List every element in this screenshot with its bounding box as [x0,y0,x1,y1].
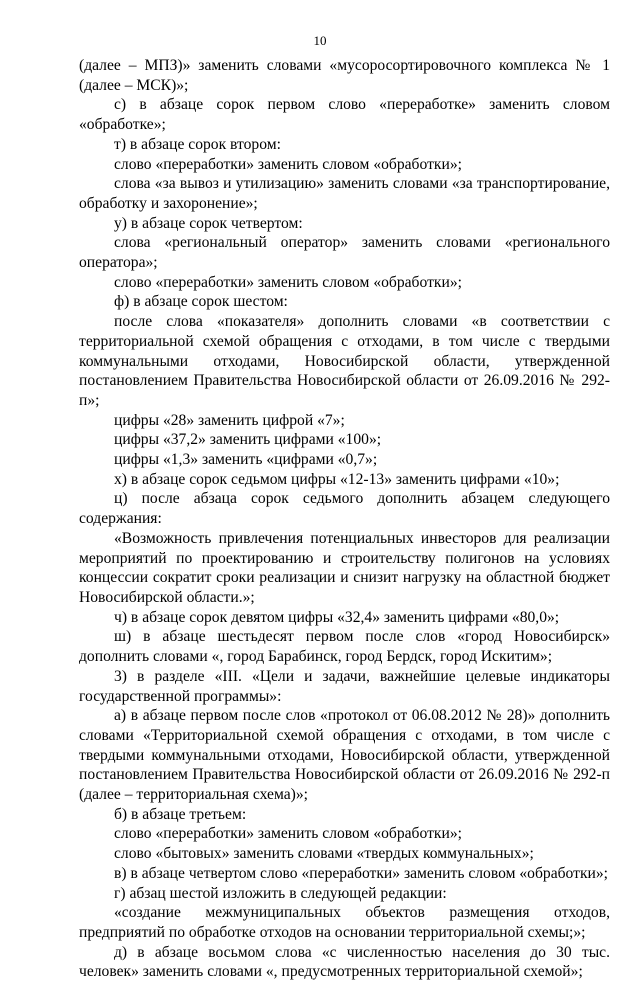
paragraph: ц) после абзаца сорок седьмого дополнить абзацем следующего содержания: [79,490,610,528]
paragraph: г) абзац шестой изложить в следующей редакции: [114,884,447,902]
paragraph: ч) в абзаце сорок девятом цифры «32,4» заменить цифрами «80,0»; [114,608,560,626]
paragraph: «Возможность привлечения потенциальных инвесторов для реализации мероприятий по проектированию и строительству полигонов на условиях концессии сократит сроки реализации и снизит нагрузку на областной бюджет Новосибирской области.»; [79,529,610,606]
paragraph: после слова «показателя» дополнить словами «в соответствии с территориальной схемой обращения с отходами, в том числе с твердыми коммунальными отходами, Новосибирской области, утвержденной постановлением Правительства Новосибирской области от 26.09.2016 № 292-п»; [79,313,610,409]
paragraph: цифры «28» заменить цифрой «7»; [114,411,345,429]
paragraph: слово «переработки» заменить словом «обработки»; [114,273,462,291]
paragraph: 3) в разделе «III. «Цели и задачи, важнейшие целевые индикаторы государственной программы»: [79,667,610,705]
paragraph: д) в абзаце восьмом слова «с численностью населения до 30 тыс. человек» заменить словами «, предусмотренных территориальной схемой»; [79,943,610,981]
paragraph: т) в абзаце сорок втором: [114,135,281,153]
paragraph: слова «региональный оператор» заменить словами «регионального оператора»; [79,234,610,272]
paragraph: ф) в абзаце сорок шестом: [114,293,288,311]
paragraph: х) в абзаце сорок седьмом цифры «12-13» заменить цифрами «10»; [114,470,560,488]
paragraph: с) в абзаце сорок первом слово «переработке» заменить словом «обработке»; [79,96,610,134]
paragraph: в) в абзаце четвертом слово «переработки» заменить словом «обработки»; [114,864,609,882]
paragraph: «создание межмуниципальных объектов размещения отходов, предприятий по обработке отходов на основании территориальной схемы;»; [79,904,610,941]
paragraph: а) в абзаце первом после слов «протокол от 06.08.2012 № 28)» дополнить словами «Территориальной схемой обращения с отходами, в том числе с твердыми коммунальными отходами, Новосибирской области, утвержденной постановлением Правительства Новосибирской области от 26.09.2016 № 292-п (далее – территориальная схема)»; [79,707,610,804]
paragraph: (далее – МПЗ)» заменить словами «мусоросортировочного комплекса № 1 (далее – МСК)»; [79,57,610,94]
document-body [79,56,610,982]
paragraph: у) в абзаце сорок четвертом: [114,214,303,232]
paragraph: цифры «37,2» заменить цифрами «100»; [114,431,382,449]
paragraph: цифры «1,3» заменить «цифрами «0,7»; [114,451,378,469]
paragraph: слова «за вывоз и утилизацию» заменить словами «за транспортирование, обработку и захоронение»; [79,175,610,212]
paragraph: слово «переработки» заменить словом «обработки»; [114,155,462,173]
paragraph: слово «бытовых» заменить словами «твердых коммунальных»; [114,845,534,863]
paragraph: ш) в абзаце шестьдесят первом после слов «город Новосибирск» дополнить словами «, город Барабинск, город Бердск, город Искитим»; [79,628,610,666]
paragraph: слово «переработки» заменить словом «обработки»; [114,825,462,843]
paragraph: б) в абзаце третьем: [114,805,247,823]
page-number: 10 [313,33,327,48]
